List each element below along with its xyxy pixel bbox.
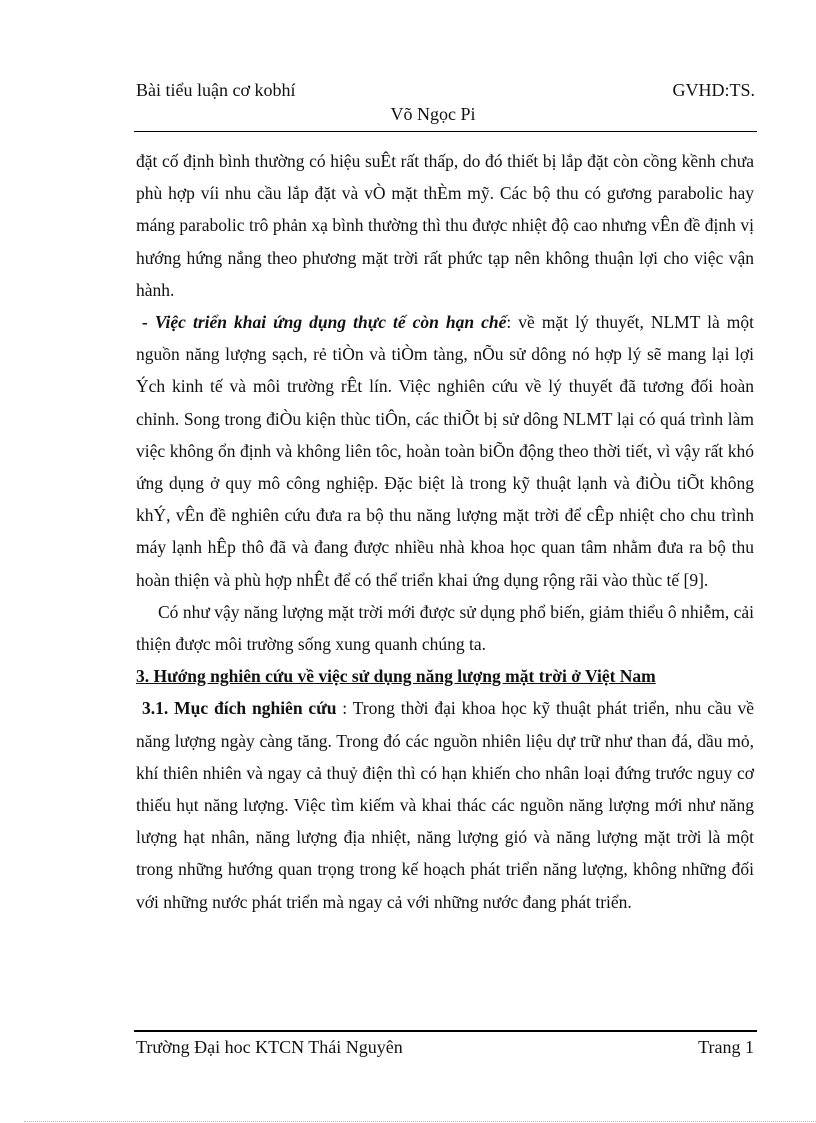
paragraph-1: đặt cố định bình thường có hiệu suÊt rất thấp, do đó thiết bị lắp đặt còn cồng kềnh chưa phù hợp víi nhu cầu lắp đặt và vÒ mặt thÈm mỹ. Các bộ thu có gương parabolic hay máng parabolic trô phản xạ bình thường thì thu được nhiệt độ cao nhưng vÊn đề định vị hướng hứng nắng theo phương mặt trời rất phức tạp nên không thuận lợi cho việc vận hành.: [136, 151, 754, 300]
header-advisor-label: GVHD:TS.: [672, 80, 755, 100]
paragraph-4-text: : Trong thời đại khoa học kỹ thuật phát triển, nhu cầu về năng lượng ngày càng tăng. Trong đó các nguồn nhiên liệu dự trữ như than đá, dầu mỏ, khí thiên nhiên và ngay cả thuỷ điện thì có hạn khiến cho nhân loại đứng trước nguy cơ thiếu hụt năng lượng. Việc tìm kiếm và khai thác các nguồn năng lượng mới như năng lượng hạt nhân, năng lượng địa nhiệt, năng lượng gió và năng lượng mặt trời là một trong những hướng quan trọng trong kế hoạch phát triển năng lượng, không những đối với những nước phát triển mà ngay cả với những nước đang phát triển.: [136, 698, 754, 912]
header-divider: [134, 131, 757, 132]
header-advisor-name: Võ Ngọc Pi: [390, 104, 476, 124]
paragraph-3: Có như vậy năng lượng mặt trời mới được sử dụng phổ biến, giảm thiểu ô nhiễm, cải thiện được môi trường sống xung quanh chúng ta.: [136, 601, 754, 655]
section-heading: 3. Hướng nghiên cứu về việc sử dụng năng lượng mặt trời ở Việt Nam: [136, 666, 656, 687]
subsection-heading: 3.1. Mục đích nghiên cứu: [142, 698, 337, 719]
footer-divider: [134, 1030, 757, 1032]
paragraph-4: [136, 692, 754, 917]
paragraph-2: [136, 306, 754, 596]
document-body: [136, 145, 754, 918]
paragraph-2-lead: - Việc triển khai ứng dụng thực tế còn hạn chế: [142, 312, 507, 333]
footer-page-number: Trang 1: [698, 1037, 754, 1057]
paragraph-2-text: : về mặt lý thuyết, NLMT là một nguồn năng lượng sạch, rẻ tiÒn và tiÒm tàng, nÕu sử dông nó hợp lý sẽ mang lại lợi Ých kinh tế và môi trường rÊt lín. Việc nghiên cứu về lý thuyết đã tương đối hoàn chỉnh. Song trong điÒu kiện thùc tiÔn, các thiÕt bị sử dông NLMT lại có quá trình làm việc không ổn định và không liên tôc, hoàn toàn biÕn động theo thời tiết, vì vậy rất khó ứng dụng ở quy mô công nghiệp. Đặc biệt là trong kỹ thuật lạnh và điÒu tiÕt không khÝ, vÊn đề nghiên cứu đưa ra bộ thu năng lượng mặt trời để cÊp nhiệt cho chu trình máy lạnh hÊp thô đã và đang được nhiều nhà khoa học quan tâm nhằm đưa ra bộ thu hoàn thiện và phù hợp nhÊt để có thể triển khai ứng dụng rộng rãi vào thùc tế [9].: [136, 312, 755, 590]
footer-institution: Trường Đại hoc KTCN Thái Nguyên: [136, 1037, 403, 1057]
header-document-title: Bài tiểu luận cơ kobhí: [136, 80, 296, 100]
page-boundary: [24, 1121, 816, 1122]
